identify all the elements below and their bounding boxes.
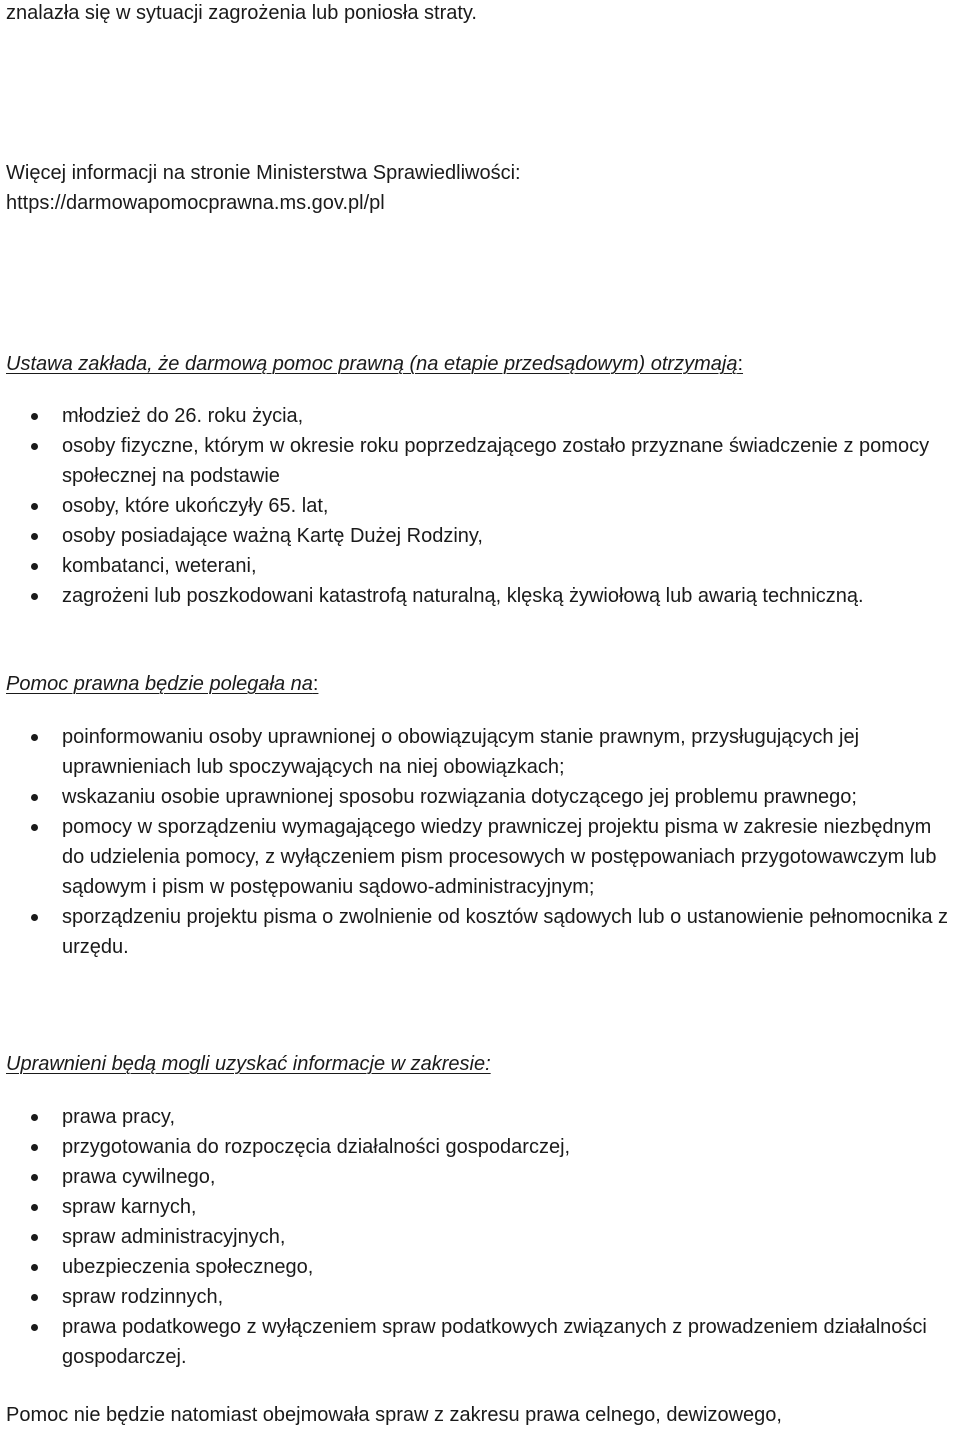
section-heading-eligibility-text: Ustawa zakłada, że darmową pomoc prawną (na etapie przedsądowym) otrzymają [6,353,738,375]
section-heading-scope: Pomoc prawna będzie polegała na: [6,673,319,695]
bullet-icon [31,533,38,540]
list-item: prawa podatkowego z wyłączeniem spraw podatkowych związanych z prowadzeniem działalności gospodarczej. [0,1312,960,1372]
bullet-icon [31,1324,38,1331]
bullet-icon [31,563,38,570]
intro-text: znalazła się w sytuacji zagrożenia lub poniosła straty. [6,2,477,24]
list-item: osoby, które ukończyły 65. lat, [0,491,960,521]
list-item: spraw karnych, [0,1192,960,1222]
eligibility-list [0,401,960,611]
bullet-icon [31,443,38,450]
bullet-icon [31,1114,38,1121]
bullet-icon [31,824,38,831]
bullet-icon [31,734,38,741]
bullet-icon [31,1294,38,1301]
list-item: spraw administracyjnych, [0,1222,960,1252]
list-item: prawa cywilnego, [0,1162,960,1192]
closing-text: Pomoc nie będzie natomiast obejmowała spraw z zakresu prawa celnego, dewizowego, [6,1404,782,1426]
bullet-icon [31,1204,38,1211]
list-item: kombatanci, weterani, [0,551,960,581]
list-item: pomocy w sporządzeniu wymagającego wiedzy prawniczej projektu pisma w zakresie niezbędnym do udzielenia pomocy, z wyłączeniem pism procesowych w postępowaniach przygotowawczym lub sądowym i pism w postępowaniu sądowo-administracyjnym; [0,812,960,902]
list-item: prawa pracy, [0,1102,960,1132]
bullet-icon [31,503,38,510]
bullet-icon [31,914,38,921]
bullet-icon [31,1144,38,1151]
list-item: wskazaniu osobie uprawnionej sposobu rozwiązania dotyczącego jej problemu prawnego; [0,782,960,812]
list-item: ubezpieczenia społecznego, [0,1252,960,1282]
bullet-icon [31,1264,38,1271]
bullet-icon [31,593,38,600]
list-item: zagrożeni lub poszkodowani katastrofą naturalną, klęską żywiołową lub awarią techniczną. [0,581,960,611]
bullet-icon [31,794,38,801]
bullet-icon [31,1234,38,1241]
topics-list [0,1102,960,1372]
list-item: młodzież do 26. roku życia, [0,401,960,431]
section-heading-topics: Uprawnieni będą mogli uzyskać informacje w zakresie: [6,1053,491,1075]
ministry-url-link[interactable]: https://darmowapomocprawna.ms.gov.pl/pl [6,192,385,214]
scope-list [0,722,960,962]
list-item: osoby posiadające ważną Kartę Dużej Rodziny, [0,521,960,551]
bullet-icon [31,1174,38,1181]
section-heading-scope-text: Pomoc prawna będzie polegała na [6,673,313,695]
more-info-text: Więcej informacji na stronie Ministerstwa Sprawiedliwości: [6,162,521,184]
list-item: spraw rodzinnych, [0,1282,960,1312]
list-item: przygotowania do rozpoczęcia działalności gospodarczej, [0,1132,960,1162]
bullet-icon [31,413,38,420]
list-item: osoby fizyczne, którym w okresie roku poprzedzającego zostało przyznane świadczenie z pomocy społecznej na podstawie [0,431,960,491]
list-item: poinformowaniu osoby uprawnionej o obowiązującym stanie prawnym, przysługujących jej uprawnieniach lub spoczywających na niej obowiązkach; [0,722,960,782]
section-heading-eligibility: Ustawa zakłada, że darmową pomoc prawną (na etapie przedsądowym) otrzymają: [6,353,744,375]
list-item: sporządzeniu projektu pisma o zwolnienie od kosztów sądowych lub o ustanowienie pełnomocnika z urzędu. [0,902,960,962]
